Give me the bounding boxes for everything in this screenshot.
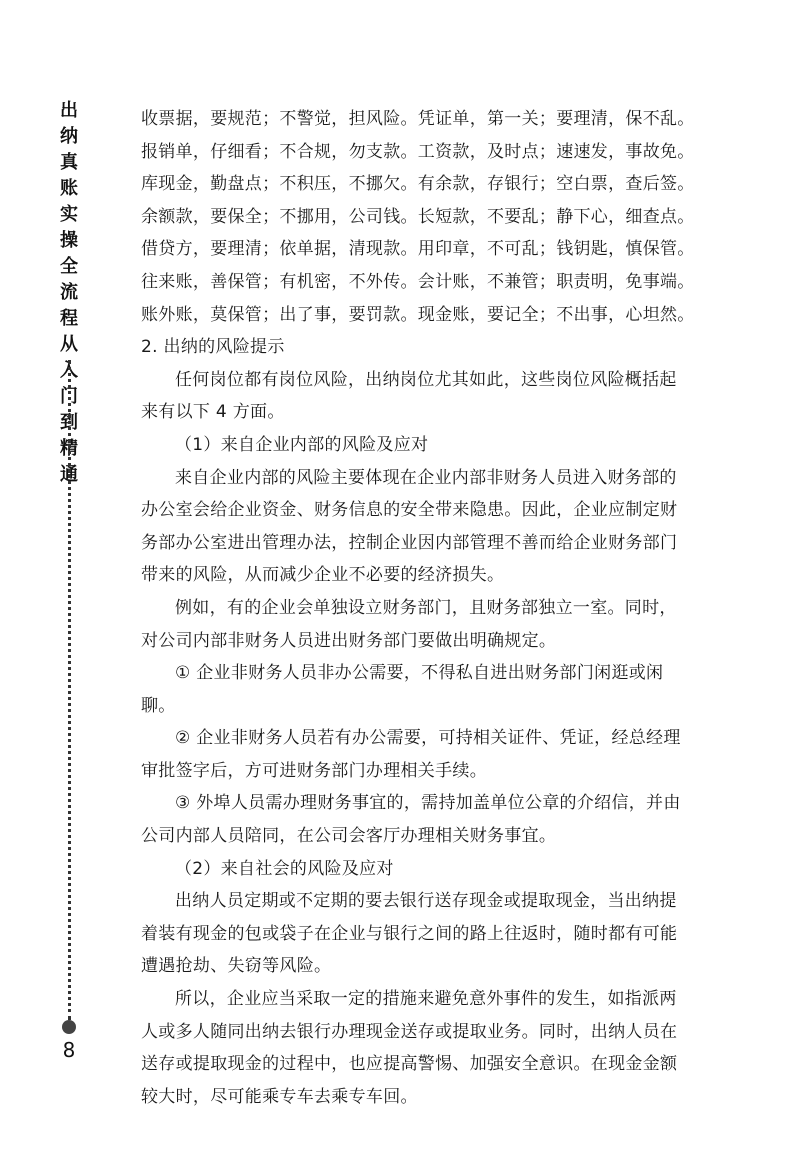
- verse-line: 借贷方，要理清；依单据，清现款。用印章，不可乱；钱钥匙，慎保管。: [141, 239, 695, 260]
- subsection-heading-social: （2）来自社会的风险及应对: [175, 858, 394, 879]
- intro-paragraph: 任何岗位都有岗位风险，出纳岗位尤其如此，这些岗位风险概括起来有以下 4 方面。: [141, 369, 677, 423]
- paragraph: 来自企业内部的风险主要体现在企业内部非财务人员进入财务部的办公室会给企业资金、财务信息的安全带来隐患。因此，企业应制定财务部办公室进出管理办法，控制企业因内部管理不善而给企业财务部门带来的风险，从而减少企业不必要的经济损失。: [141, 467, 678, 586]
- section-heading: 2. 出纳的风险提示: [141, 337, 285, 358]
- page-content: [141, 103, 695, 1113]
- verse-line: 库现金，勤盘点；不积压，不挪欠。有余款，存银行；空白票，查后签。: [141, 174, 695, 195]
- verse-line: 收票据，要规范；不警觉，担风险。凭证单，第一关；要理清，保不乱。: [141, 109, 695, 129]
- verse-line: 报销单，仔细看；不合规，勿支款。工资款，及时点；速速发，事故免。: [141, 141, 695, 162]
- verse-line: 往来账，善保管；有机密，不外传。会计账，不兼管；职责明，免事端。: [141, 271, 695, 292]
- verse-line: 余额款，要保全；不挪用，公司钱。长短款，不要乱；静下心，细查点。: [141, 206, 695, 227]
- paragraph: 出纳人员定期或不定期的要去银行送存现金或提取现金，当出纳提着装有现金的包或袋子在企业与银行之间的路上往返时，随时都有可能遭遇抢劫、失窃等风险。: [141, 891, 678, 977]
- verse-line: 账外账，莫保管；出了事，要罚款。现金账，要记全；不出事，心坦然。: [141, 304, 695, 325]
- sidebar-dotted-rule: [68, 360, 71, 1020]
- sidebar-dot: [62, 1020, 76, 1034]
- paragraph: 所以，企业应当采取一定的措施来避免意外事件的发生，如指派两人或多人随同出纳去银行办理现金送存或提取业务。同时，出纳人员在送存或提取现金的过程中，也应提高警惕、加强安全意识。在现金金额较大时，尽可能乘专车去乘专车回。: [141, 989, 678, 1107]
- paragraph: 例如，有的企业会单独设立财务部门，且财务部独立一室。同时，对公司内部非财务人员进出财务部门要做出明确规定。: [141, 597, 677, 651]
- subsection-heading-internal: （1）来自企业内部的风险及应对: [175, 434, 429, 455]
- list-item: ③ 外埠人员需办理财务事宜的，需持加盖单位公章的介绍信，并由公司内部人员陪同，在公司会客厅办理相关财务事宜。: [141, 793, 681, 847]
- list-item: ② 企业非财务人员若有办公需要，可持相关证件、凭证，经总经理审批签字后，方可进财务部门办理相关手续。: [141, 728, 681, 781]
- book-title: 出纳真账实操全流程从入门到精通: [60, 100, 78, 485]
- list-item: ① 企业非财务人员非办公需要，不得私自进出财务部门闲逛或闲聊。: [141, 663, 664, 716]
- page-number: 8: [62, 1038, 76, 1062]
